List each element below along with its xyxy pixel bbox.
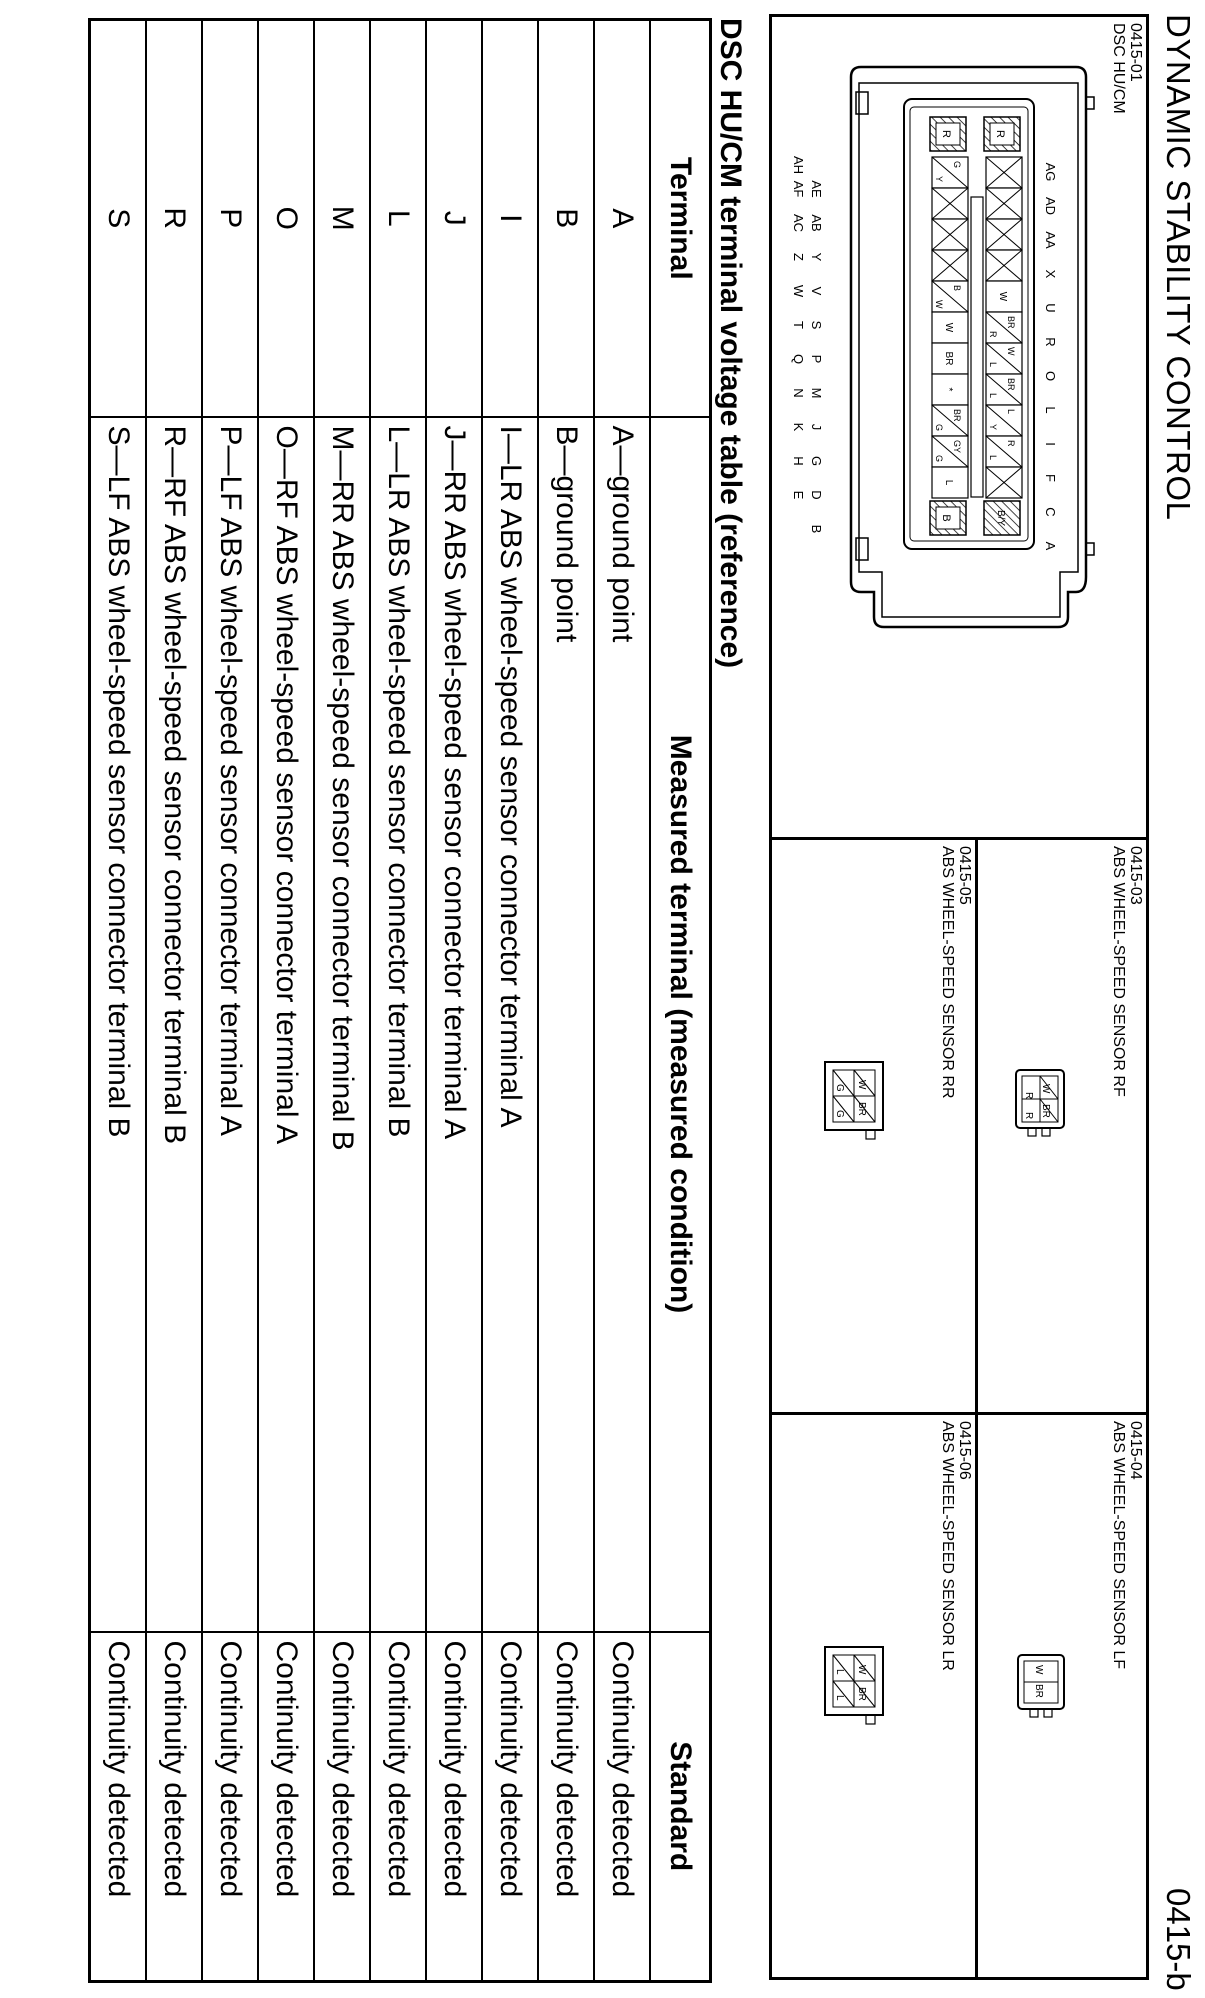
- hucm-pin-label: Q: [791, 353, 806, 365]
- cell-standard: Continuity detected: [426, 1632, 482, 1982]
- hucm-pin-label: X: [1043, 269, 1058, 279]
- svg-text:BR: BR: [1040, 1104, 1051, 1118]
- cell-terminal: J: [426, 20, 482, 417]
- table-row: [202, 20, 258, 1982]
- hucm-pin-label: F: [1043, 474, 1058, 482]
- svg-text:*: *: [943, 387, 954, 392]
- hucm-pin-label: G: [809, 455, 824, 467]
- connector-panel: [769, 14, 1149, 1980]
- hucm-pin-label: AB: [809, 214, 824, 232]
- connector-name: ABS WHEEL-SPEED SENSOR RR: [939, 846, 956, 1099]
- cell-measured: B—ground point: [538, 417, 594, 1632]
- hucm-top-cavity: [986, 250, 1022, 281]
- cell-terminal: I: [482, 20, 538, 417]
- svg-text:W: W: [1040, 1084, 1051, 1094]
- svg-text:W: W: [1006, 347, 1016, 356]
- hucm-connector-drawing: [772, 17, 1146, 837]
- connector-code: 0415-05: [956, 846, 973, 905]
- svg-text:GY: GY: [952, 440, 962, 454]
- lr-connector-drawing: [772, 1415, 975, 1977]
- svg-text:W: W: [934, 300, 944, 309]
- svg-text:W: W: [997, 291, 1008, 302]
- hucm-pin-label: B: [809, 524, 824, 534]
- cell-measured: P—LF ABS wheel-speed sensor connector terminal A: [202, 417, 258, 1632]
- cell-terminal: L: [370, 20, 426, 417]
- table-row: [594, 20, 650, 1982]
- connector-code: 0415-04: [1127, 1421, 1144, 1480]
- hucm-bottom-cavity: [932, 281, 968, 312]
- hucm-top-cavity: [986, 436, 1022, 467]
- page-code: 0415-b: [1160, 1888, 1197, 1991]
- svg-text:BR: BR: [856, 1102, 867, 1116]
- hucm-top-cavity: [986, 157, 1022, 188]
- hucm-mid-labels: [809, 180, 824, 533]
- svg-text:BR: BR: [856, 1687, 867, 1701]
- hucm-pin-label: AF: [791, 180, 806, 198]
- hucm-pin-label: AG: [1043, 162, 1058, 182]
- svg-text:L: L: [988, 362, 998, 368]
- hucm-top-cavity: [986, 312, 1022, 343]
- hucm-pin-label: AA: [1043, 231, 1058, 249]
- connector-name: DSC HU/CM: [1110, 23, 1127, 114]
- cell-terminal: M: [314, 20, 370, 417]
- svg-text:G: G: [934, 455, 944, 463]
- hucm-pin-label: H: [791, 456, 806, 466]
- cell-terminal: P: [202, 20, 258, 417]
- svg-text:B: B: [940, 514, 952, 522]
- svg-text:R: R: [940, 130, 952, 138]
- hucm-pin-label: M: [809, 387, 824, 399]
- rr-connector-drawing: [772, 840, 975, 1412]
- cell-terminal: R: [146, 20, 202, 417]
- svg-text:R: R: [1023, 1112, 1034, 1120]
- svg-text:BR: BR: [1033, 1684, 1044, 1698]
- table-row: [90, 20, 147, 1982]
- connector-name: ABS WHEEL-SPEED SENSOR LR: [939, 1421, 956, 1671]
- table-row: [314, 20, 370, 1982]
- svg-text:L: L: [988, 455, 998, 461]
- svg-text:BR: BR: [943, 351, 954, 366]
- connector-name: ABS WHEEL-SPEED SENSOR LF: [1110, 1421, 1127, 1670]
- hucm-bottom-cavity: [932, 374, 968, 405]
- hucm-bottom-cavity: [932, 405, 968, 436]
- cell-standard: Continuity detected: [258, 1632, 314, 1982]
- hucm-pin-label: J: [809, 423, 824, 431]
- header-measured: Measured terminal (measured condition): [650, 417, 711, 1632]
- hucm-pin-label: V: [809, 286, 824, 296]
- hucm-pin-label: AD: [1043, 196, 1058, 216]
- svg-text:G: G: [952, 161, 962, 169]
- svg-text:L: L: [834, 1669, 845, 1675]
- hucm-pin-label: K: [791, 422, 806, 432]
- table-row: [146, 20, 202, 1982]
- cell-standard: Continuity detected: [370, 1632, 426, 1982]
- svg-text:W: W: [856, 1665, 867, 1675]
- cell-measured: I—LR ABS wheel-speed sensor connector terminal A: [482, 417, 538, 1632]
- connector-rr: [772, 840, 975, 1412]
- cell-measured: M—RR ABS wheel-speed sensor connector terminal B: [314, 417, 370, 1632]
- hucm-bottom-cavity: [932, 467, 968, 498]
- header-standard: Standard: [650, 1632, 711, 1982]
- connector-hucm: [772, 17, 1146, 837]
- hucm-pin-label: L: [1043, 406, 1058, 414]
- hucm-top-labels: [1043, 163, 1058, 551]
- svg-text:R: R: [988, 331, 998, 338]
- hucm-pin-label: T: [791, 321, 806, 329]
- hucm-top-cavity: [986, 467, 1022, 498]
- connector-lr: [772, 1415, 975, 1977]
- cell-measured: O—RF ABS wheel-speed sensor connector terminal A: [258, 417, 314, 1632]
- connector-name: ABS WHEEL-SPEED SENSOR RF: [1110, 846, 1127, 1097]
- hucm-pin-label: C: [1043, 507, 1058, 517]
- hucm-top-cavity: [986, 343, 1022, 374]
- cell-standard: Continuity detected: [314, 1632, 370, 1982]
- cell-measured: R—RF ABS wheel-speed sensor connector terminal B: [146, 417, 202, 1632]
- svg-text:L: L: [943, 479, 954, 486]
- hucm-pin-label: AC: [791, 213, 806, 233]
- svg-text:Y: Y: [934, 176, 944, 183]
- table-row: [482, 20, 538, 1982]
- cell-measured: L—LR ABS wheel-speed sensor connector terminal B: [370, 417, 426, 1632]
- svg-text:L: L: [1006, 409, 1016, 415]
- hucm-bottom-cavity: [932, 157, 968, 188]
- cell-terminal: O: [258, 20, 314, 417]
- hucm-top-cavity: [986, 374, 1022, 405]
- hucm-bottom-row: [932, 157, 968, 498]
- hucm-pin-label: Z: [791, 253, 806, 261]
- hucm-top-cavity: [986, 281, 1022, 312]
- hucm-bottom-cavity: [932, 250, 968, 281]
- svg-text:L: L: [834, 1695, 845, 1701]
- page-title: DYNAMIC STABILITY CONTROL: [1160, 14, 1197, 521]
- terminal-voltage-table: [88, 18, 712, 1983]
- cell-terminal: A: [594, 20, 650, 417]
- svg-text:W: W: [943, 322, 954, 333]
- hucm-pin-label: R: [1043, 337, 1058, 347]
- table-row: [258, 20, 314, 1982]
- hucm-pin-label: Y: [809, 252, 824, 262]
- svg-text:R: R: [1023, 1092, 1034, 1100]
- hucm-top-row: [986, 157, 1022, 498]
- hucm-bottom-cavity: [932, 188, 968, 219]
- hucm-pin-label: W: [791, 284, 806, 298]
- cell-measured: J—RR ABS wheel-speed sensor connector terminal A: [426, 417, 482, 1632]
- hucm-pin-label: E: [791, 490, 806, 500]
- connector-code: 0415-03: [1127, 846, 1144, 905]
- svg-text:BR: BR: [1006, 316, 1016, 329]
- svg-text:W: W: [1033, 1665, 1044, 1675]
- hucm-pin-label: S: [809, 320, 824, 330]
- connector-code: 0415-01: [1127, 23, 1144, 82]
- table-row: [538, 20, 594, 1982]
- cell-measured: S—LF ABS wheel-speed sensor connector terminal B: [90, 417, 147, 1632]
- cell-standard: Continuity detected: [482, 1632, 538, 1982]
- connector-code: 0415-06: [956, 1421, 973, 1480]
- lf-connector-drawing: [978, 1415, 1146, 1977]
- svg-text:G: G: [934, 424, 944, 432]
- hucm-pin-label: P: [809, 354, 824, 364]
- hucm-pin-label: U: [1043, 303, 1058, 313]
- svg-text:G: G: [834, 1110, 845, 1118]
- hucm-top-cavity: [986, 405, 1022, 436]
- hucm-pin-label: AE: [809, 180, 824, 198]
- cell-standard: Continuity detected: [594, 1632, 650, 1982]
- hucm-label-left: AH: [791, 155, 806, 175]
- svg-text:L: L: [988, 393, 998, 399]
- rf-connector-drawing: [978, 840, 1146, 1412]
- hucm-pin-label: N: [791, 388, 806, 398]
- hucm-bottom-labels: [791, 181, 806, 500]
- cell-standard: Continuity detected: [202, 1632, 258, 1982]
- svg-text:W: W: [856, 1080, 867, 1090]
- table-title: DSC HU/CM terminal voltage table (reference): [714, 18, 747, 669]
- cell-measured: A—ground point: [594, 417, 650, 1632]
- connector-rf: [978, 840, 1146, 1412]
- hucm-pin-label: O: [1043, 370, 1058, 382]
- table-row: [370, 20, 426, 1982]
- header-terminal: Terminal: [650, 20, 711, 417]
- hucm-top-cavity: [986, 188, 1022, 219]
- table-row: [426, 20, 482, 1982]
- svg-text:G: G: [834, 1084, 845, 1092]
- hucm-pin-label: A: [1043, 541, 1058, 551]
- svg-text:BR: BR: [952, 409, 962, 422]
- cell-terminal: B: [538, 20, 594, 417]
- svg-text:B/Y: B/Y: [995, 509, 1006, 527]
- table-header-row: [650, 20, 711, 1982]
- connector-lf: [978, 1415, 1146, 1977]
- cell-standard: Continuity detected: [538, 1632, 594, 1982]
- hucm-pin-label: D: [809, 490, 824, 500]
- svg-text:B: B: [952, 285, 962, 292]
- svg-text:R: R: [994, 130, 1006, 138]
- hucm-bottom-cavity: [932, 219, 968, 250]
- hucm-bottom-cavity: [932, 343, 968, 374]
- cell-standard: Continuity detected: [90, 1632, 147, 1982]
- cell-standard: Continuity detected: [146, 1632, 202, 1982]
- hucm-pin-label: I: [1043, 442, 1058, 446]
- hucm-bottom-cavity: [932, 436, 968, 467]
- cell-terminal: S: [90, 20, 147, 417]
- svg-text:BR: BR: [1006, 378, 1016, 391]
- hucm-top-cavity: [986, 219, 1022, 250]
- svg-text:Y: Y: [988, 424, 998, 431]
- hucm-bottom-cavity: [932, 312, 968, 343]
- svg-text:R: R: [1006, 440, 1016, 447]
